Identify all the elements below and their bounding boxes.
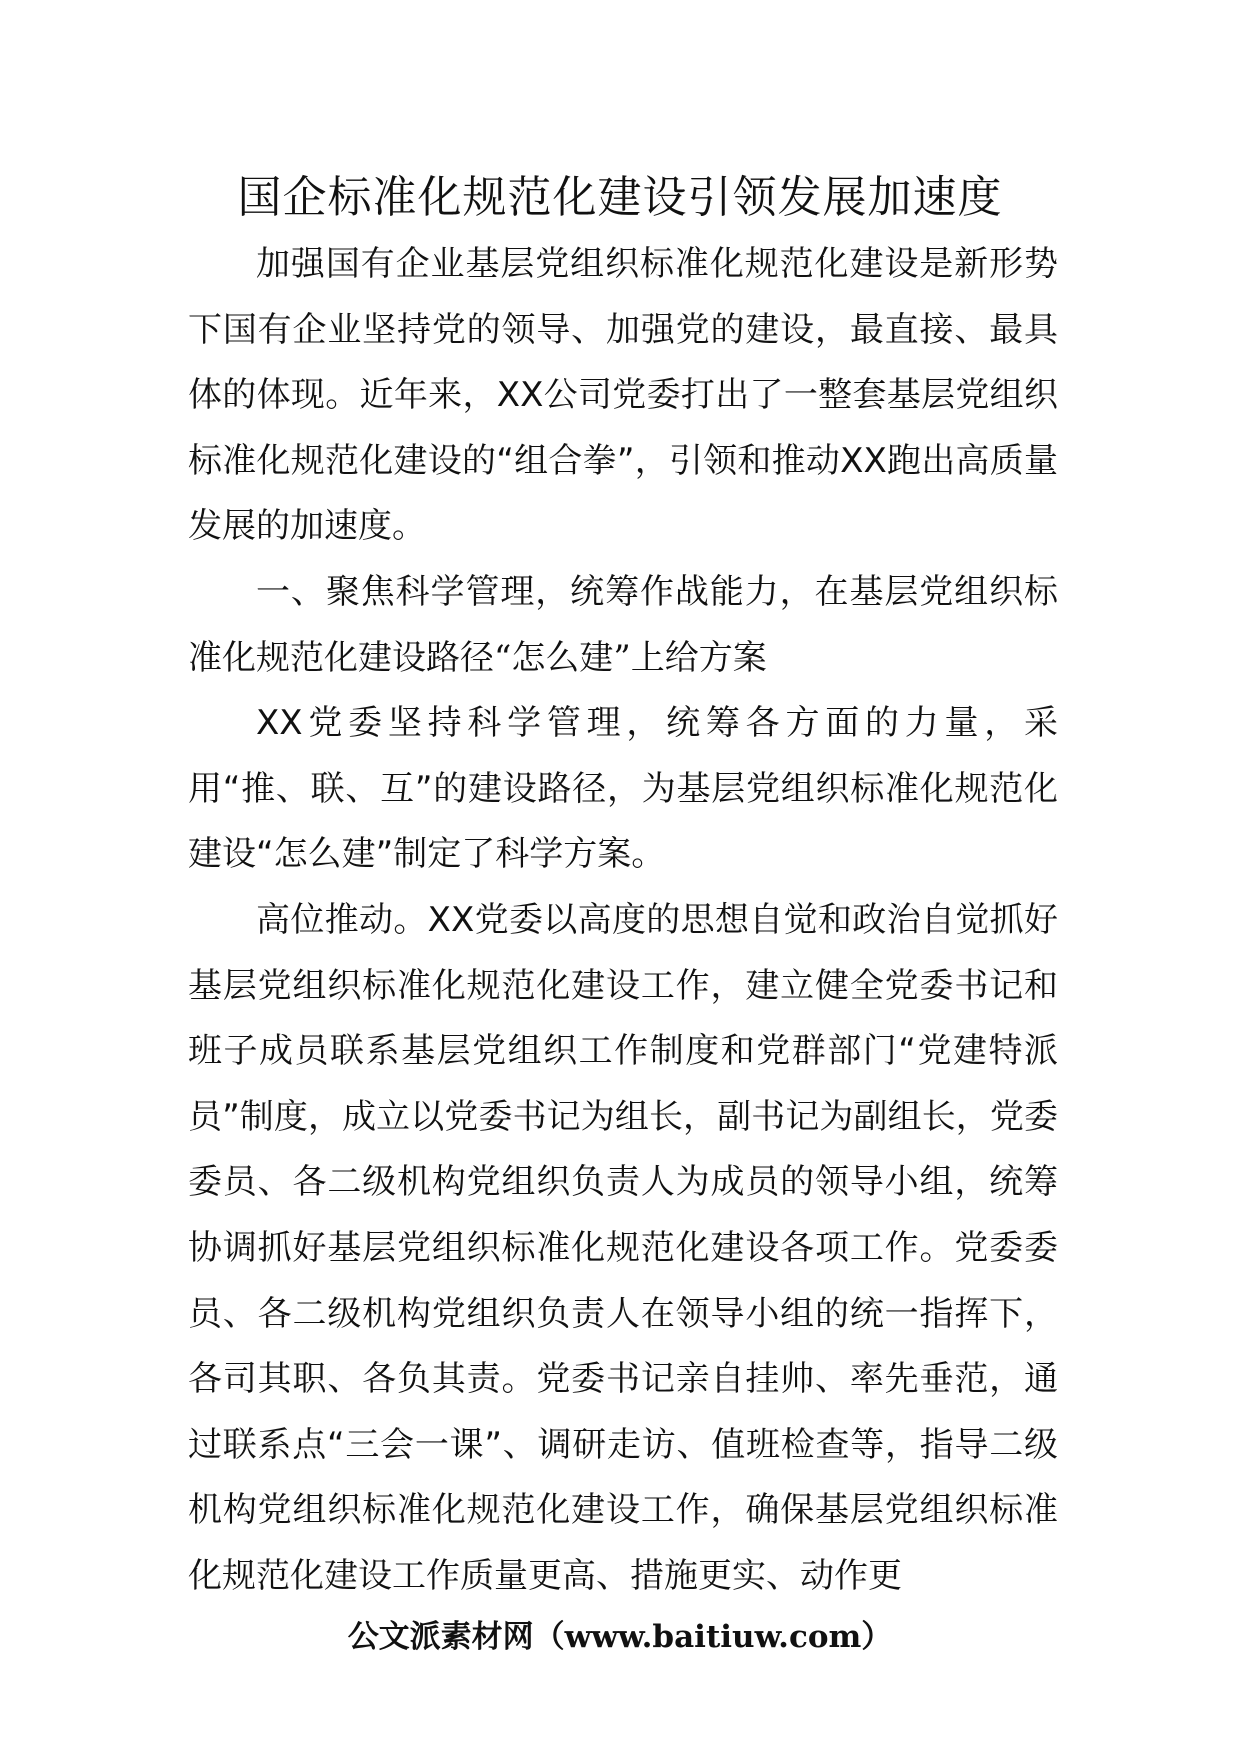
document-body	[188, 232, 1058, 1609]
document-title: 国企标准化规范化建设引领发展加速度	[237, 172, 1003, 223]
footer-source-line: 公文派素材网（www.baitiuw.com）	[347, 1619, 893, 1655]
paragraph-intro: 加强国有企业基层党组织标准化规范化建设是新形势下国有企业坚持党的领导、加强党的建设，最直接、最具体的体现。近年来，XX公司党委打出了一整套基层党组织标准化规范化建设的“组合拳”，引领和推动XX跑出高质量发展的加速度。	[188, 244, 1058, 547]
section-heading-1: 一、聚焦科学管理，统筹作战能力，在基层党组织标准化规范化建设路径“怎么建”上给方案	[188, 571, 1058, 678]
paragraph-high-level-push: 高位推动。XX党委以高度的思想自觉和政治自觉抓好基层党组织标准化规范化建设工作，建立健全党委书记和班子成员联系基层党组织工作制度和党群部门“党建特派员”制度，成立以党委书记为组长，副书记为副组长，党委委员、各二级机构党组织负责人为成员的领导小组，统筹协调抓好基层党组织标准化规范化建设各项工作。党委委员、各二级机构党组织负责人在领导小组的统一指挥下，各司其职、各负其责。党委书记亲自挂帅、率先垂范，通过联系点“三会一课”、调研走访、值班检查等，指导二级机构党组织标准化规范化建设工作，确保基层党组织标准化规范化建设工作质量更高、措施更实、动作更	[188, 899, 1058, 1596]
paragraph-section-1-summary: XX党委坚持科学管理，统筹各方面的力量，采用“推、联、互”的建设路径，为基层党组织标准化规范化建设“怎么建”制定了科学方案。	[188, 703, 1058, 875]
